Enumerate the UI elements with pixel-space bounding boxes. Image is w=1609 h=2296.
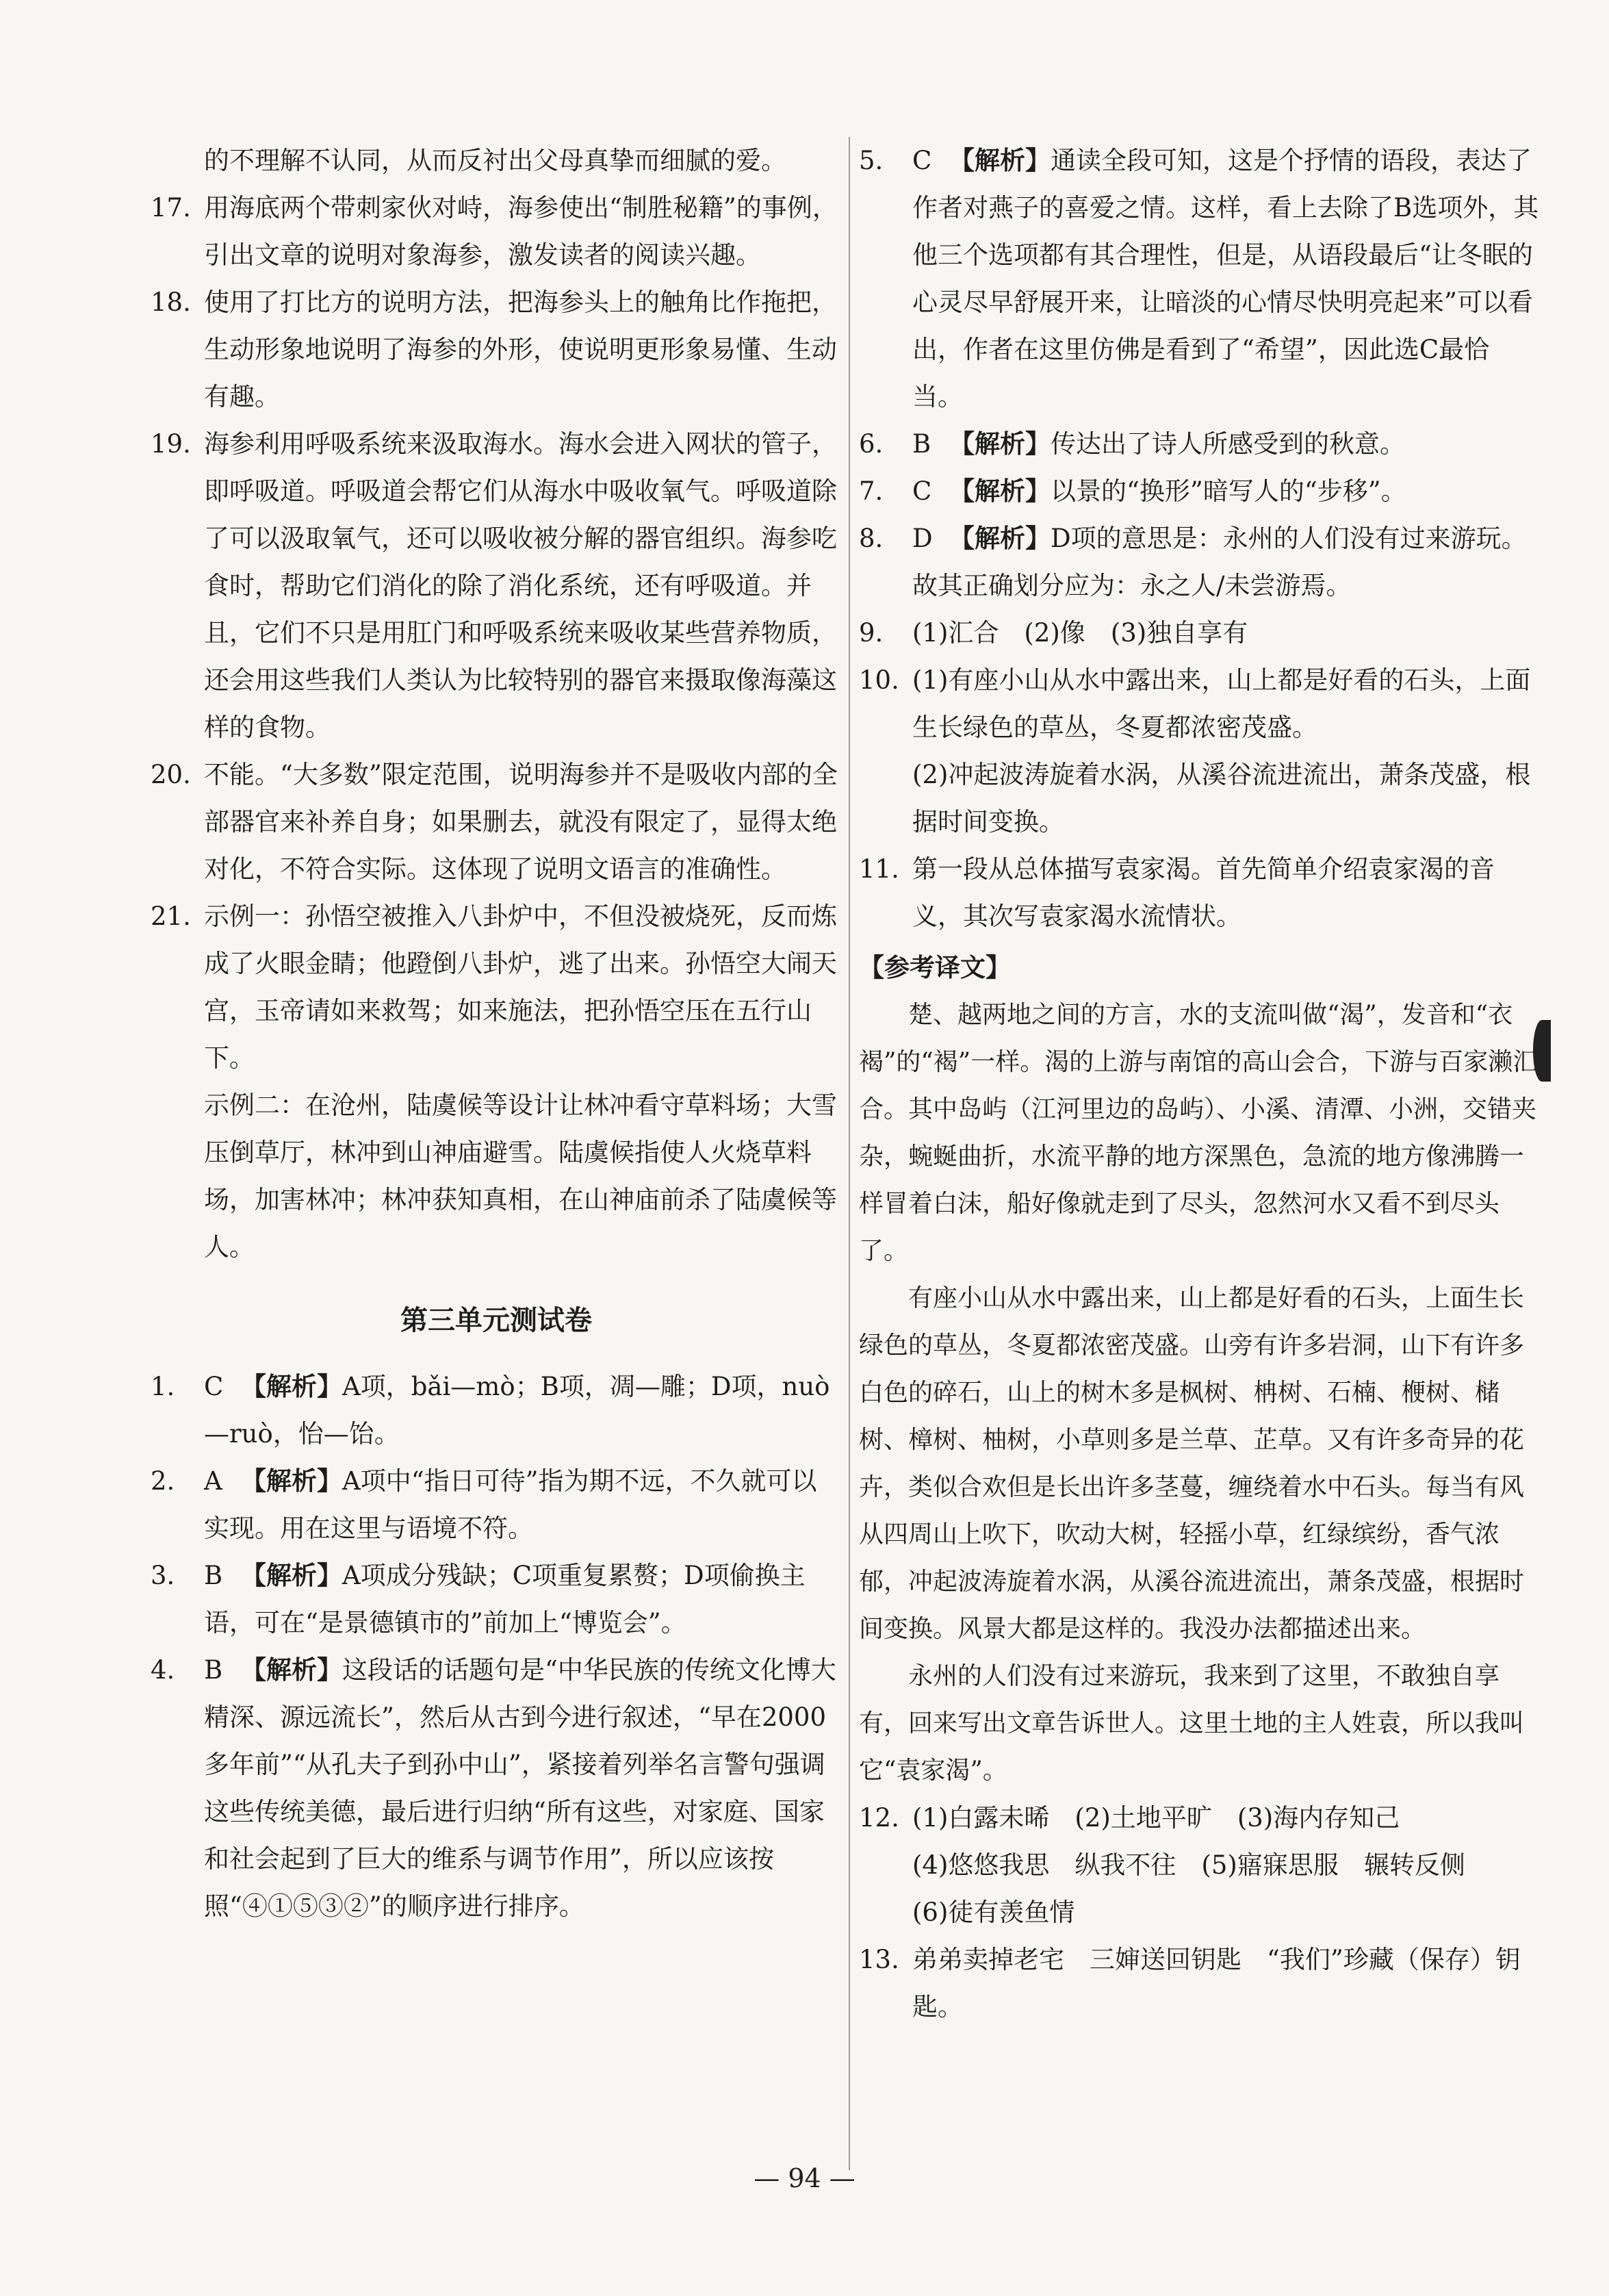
- translation-paragraph-3: 永州的人们没有过来游玩，我来到了这里，不敢独自享有，回来写出文章告诉世人。这里土地的主人姓袁，所以我叫它“袁家渴”。: [859, 1662, 1525, 1785]
- answer-choice: C: [912, 476, 932, 506]
- item-text: A项成分残缺；C项重复累赘；D项偷换主语，可在“是景德镇市的”前加上“博览会”。: [204, 1561, 806, 1637]
- item-text: D项的意思是：永州的人们没有过来游玩。故其正确划分应为：永之人/未尝游焉。: [912, 524, 1527, 600]
- unit-answer-10: [859, 656, 1540, 751]
- item-number: 21.: [151, 902, 191, 931]
- item-text: A项中“指日可待”指为期不远，不久就可以实现。用在这里与语境不符。: [204, 1466, 817, 1543]
- item-number: 4.: [151, 1655, 175, 1685]
- left-column: [151, 137, 842, 1930]
- unit-answer-13: [859, 1936, 1540, 2030]
- item-number: 19.: [151, 429, 191, 459]
- answer-21: [151, 893, 842, 1082]
- unit-answer-12-line-3: (6)徒有羡鱼情: [912, 1898, 1075, 1927]
- item-number: 3.: [151, 1561, 175, 1590]
- answer-20: [151, 751, 842, 893]
- item-text: 示例一：孙悟空被推入八卦炉中，不但没被烧死，反而炼成了火眼金睛；他蹬倒八卦炉，逃了出来。孙悟空大闹天宫，玉帝请如来救驾；如来施法，把孙悟空压在五行山下。: [204, 902, 837, 1073]
- item-text: 弟弟卖掉老宅 三婶送回钥匙 “我们”珍藏（保存）钥匙。: [912, 1945, 1521, 2021]
- item-text: 不能。“大多数”限定范围，说明海参并不是吸收内部的全部器官来补养自身；如果删去，就没有限定了，显得太绝对化，不符合实际。这体现了说明文语言的准确性。: [204, 760, 838, 884]
- translation-paragraph-1: 楚、越两地之间的方言，水的支流叫做“渴”，发音和“衣褐”的“褐”一样。渴的上游与南馆的高山会合，下游与百家濑汇合。其中岛屿（江河里边的岛屿）、小溪、清潭、小洲，交错夹杂，蜿蜒曲折，水流平静的地方深黑色，急流的地方像沸腾一样冒着白沫，船好像就走到了尽头，忽然河水又看不到尽头了。: [859, 1001, 1538, 1265]
- item-number: 2.: [151, 1466, 175, 1496]
- answer-choice: C: [912, 146, 932, 175]
- item-number: 8.: [859, 524, 884, 553]
- analysis-tag: 【解析】: [949, 429, 1051, 459]
- unit-answer-4: [151, 1646, 842, 1930]
- item-number: 1.: [151, 1372, 175, 1401]
- right-column: [859, 137, 1540, 2030]
- answer-19: [151, 420, 842, 751]
- continued-text: 的不理解不认同，从而反衬出父母真挚而细腻的爱。: [204, 146, 786, 175]
- unit-answer-2: [151, 1457, 842, 1552]
- column-divider: [849, 137, 850, 2170]
- analysis-tag: 【解析】: [949, 523, 1051, 553]
- analysis-tag: 【解析】: [241, 1655, 342, 1685]
- analysis-tag: 【解析】: [241, 1560, 342, 1590]
- item-number: 11.: [859, 854, 899, 884]
- unit-answer-10-part-2: (2)冲起波涛旋着水涡，从溪谷流进流出，萧条茂盛，根据时间变换。: [912, 760, 1531, 837]
- item-number: 13.: [859, 1945, 899, 1974]
- analysis-tag: 【解析】: [949, 145, 1051, 175]
- analysis-tag: 【解析】: [241, 1466, 342, 1496]
- answer-choice: B: [204, 1655, 223, 1685]
- unit-answer-11: [859, 845, 1540, 940]
- item-text: 以景的“换形”暗写人的“步移”。: [1051, 476, 1406, 506]
- reference-translation-label: 【参考译文】: [859, 952, 1011, 982]
- unit-answer-8: [859, 515, 1540, 609]
- item-text: A项，bǎi—mò；B项，凋—雕；D项，nuò—ruò，怡—饴。: [204, 1372, 830, 1449]
- item-text: 传达出了诗人所感受到的秋意。: [1051, 429, 1405, 459]
- section-heading: 第三单元测试卷: [400, 1304, 592, 1336]
- analysis-tag: 【解析】: [949, 476, 1051, 506]
- answer-21-example-2: 示例二：在沧州，陆虞候等设计让林冲看守草料场；大雪压倒草厅，林冲到山神庙避雪。陆虞候指使人火烧草料场，加害林冲；林冲获知真相，在山神庙前杀了陆虞候等人。: [204, 1090, 837, 1262]
- answer-choice: A: [204, 1466, 222, 1496]
- unit-answer-1: [151, 1363, 842, 1457]
- page-number: — 94 —: [754, 2163, 855, 2193]
- unit-answer-6: [859, 420, 1540, 468]
- item-number: 17.: [151, 193, 191, 222]
- answer-17: [151, 184, 842, 279]
- item-text: 海参利用呼吸系统来汲取海水。海水会进入网状的管子，即呼吸道。呼吸道会帮它们从海水中吸收氧气。呼吸道除了可以汲取氧气，还可以吸收被分解的器官组织。海参吃食时，帮助它们消化的除了消化系统，还有呼吸道。并且，它们不只是用肛门和呼吸系统来吸收某些营养物质，还会用这些我们人类认为比较特别的器官来摄取像海藻这样的食物。: [204, 429, 837, 742]
- item-number: 10.: [859, 665, 899, 695]
- analysis-tag: 【解析】: [241, 1371, 342, 1401]
- answer-18: [151, 279, 842, 420]
- unit-answer-12-line-2: (4)悠悠我思 纵我不往 (5)寤寐思服 辗转反侧: [912, 1850, 1465, 1880]
- answer-choice: C: [204, 1372, 224, 1401]
- translation-paragraph-2: 有座小山从水中露出来，山上都是好看的石头，上面生长绿色的草丛，冬夏都浓密茂盛。山旁有许多岩洞，山下有许多白色的碎石，山上的树木多是枫树、柟树、石楠、楩树、槠树、樟树、柚树，小草则多是兰草、芷草。又有许多奇异的花卉，类似合欢但是长出许多茎蔓，缠绕着水中石头。每当有风从四周山上吹下，吹动大树，轻摇小草，红绿缤纷，香气浓郁，冲起波涛旋着水涡，从溪谷流进流出，萧条茂盛，根据时间变换。风景大都是这样的。我没办法都描述出来。: [859, 1284, 1525, 1643]
- item-number: 7.: [859, 476, 884, 506]
- unit-answer-5: [859, 137, 1540, 420]
- unit-answer-7: [859, 468, 1540, 515]
- item-text: 这段话的话题句是“中华民族的传统文化博大精深、源远流长”，然后从古到今进行叙述，“早在2000多年前”“从孔夫子到孙中山”，紧接着列举名言警句强调这些传统美德，最后进行归纳“所有这些，对家庭、国家和社会起到了巨大的维系与调节作用”，所以应该按照“④①⑤③②”的顺序进行排序。: [204, 1655, 836, 1921]
- item-number: 18.: [151, 288, 191, 317]
- answer-choice: B: [912, 429, 931, 459]
- item-number: 12.: [859, 1803, 899, 1833]
- item-text: (1)汇合 (2)像 (3)独自享有: [912, 618, 1248, 648]
- item-number: 5.: [859, 146, 884, 175]
- unit-answer-12: [859, 1794, 1540, 1841]
- answer-choice: D: [912, 524, 933, 553]
- item-number: 9.: [859, 618, 884, 648]
- item-text: (1)白露未晞 (2)土地平旷 (3)海内存知己: [912, 1803, 1400, 1833]
- item-text: 用海底两个带刺家伙对峙，海参使出“制胜秘籍”的事例，引出文章的说明对象海参，激发读者的阅读兴趣。: [204, 193, 838, 270]
- item-number: 20.: [151, 760, 191, 789]
- item-text: 第一段从总体描写袁家渴。首先简单介绍袁家渴的音义，其次写袁家渴水流情状。: [912, 854, 1495, 931]
- item-text: (1)有座小山从水中露出来，山上都是好看的石头，上面生长绿色的草丛，冬夏都浓密茂盛。: [912, 665, 1531, 742]
- unit-answer-9: [859, 609, 1540, 656]
- unit-answer-3: [151, 1552, 842, 1646]
- item-text: 使用了打比方的说明方法，把海参头上的触角比作拖把，生动形象地说明了海参的外形，使说明更形象易懂、生动有趣。: [204, 288, 837, 411]
- item-number: 6.: [859, 429, 884, 459]
- item-text: 通读全段可知，这是个抒情的语段，表达了作者对燕子的喜爱之情。这样，看上去除了B选项外，其他三个选项都有其合理性，但是，从语段最后“让冬眠的心灵尽早舒展开来，让暗淡的心情尽快明亮起来”可以看出，作者在这里仿佛是看到了“希望”，因此选C最恰当。: [912, 146, 1539, 411]
- answer-choice: B: [204, 1561, 223, 1590]
